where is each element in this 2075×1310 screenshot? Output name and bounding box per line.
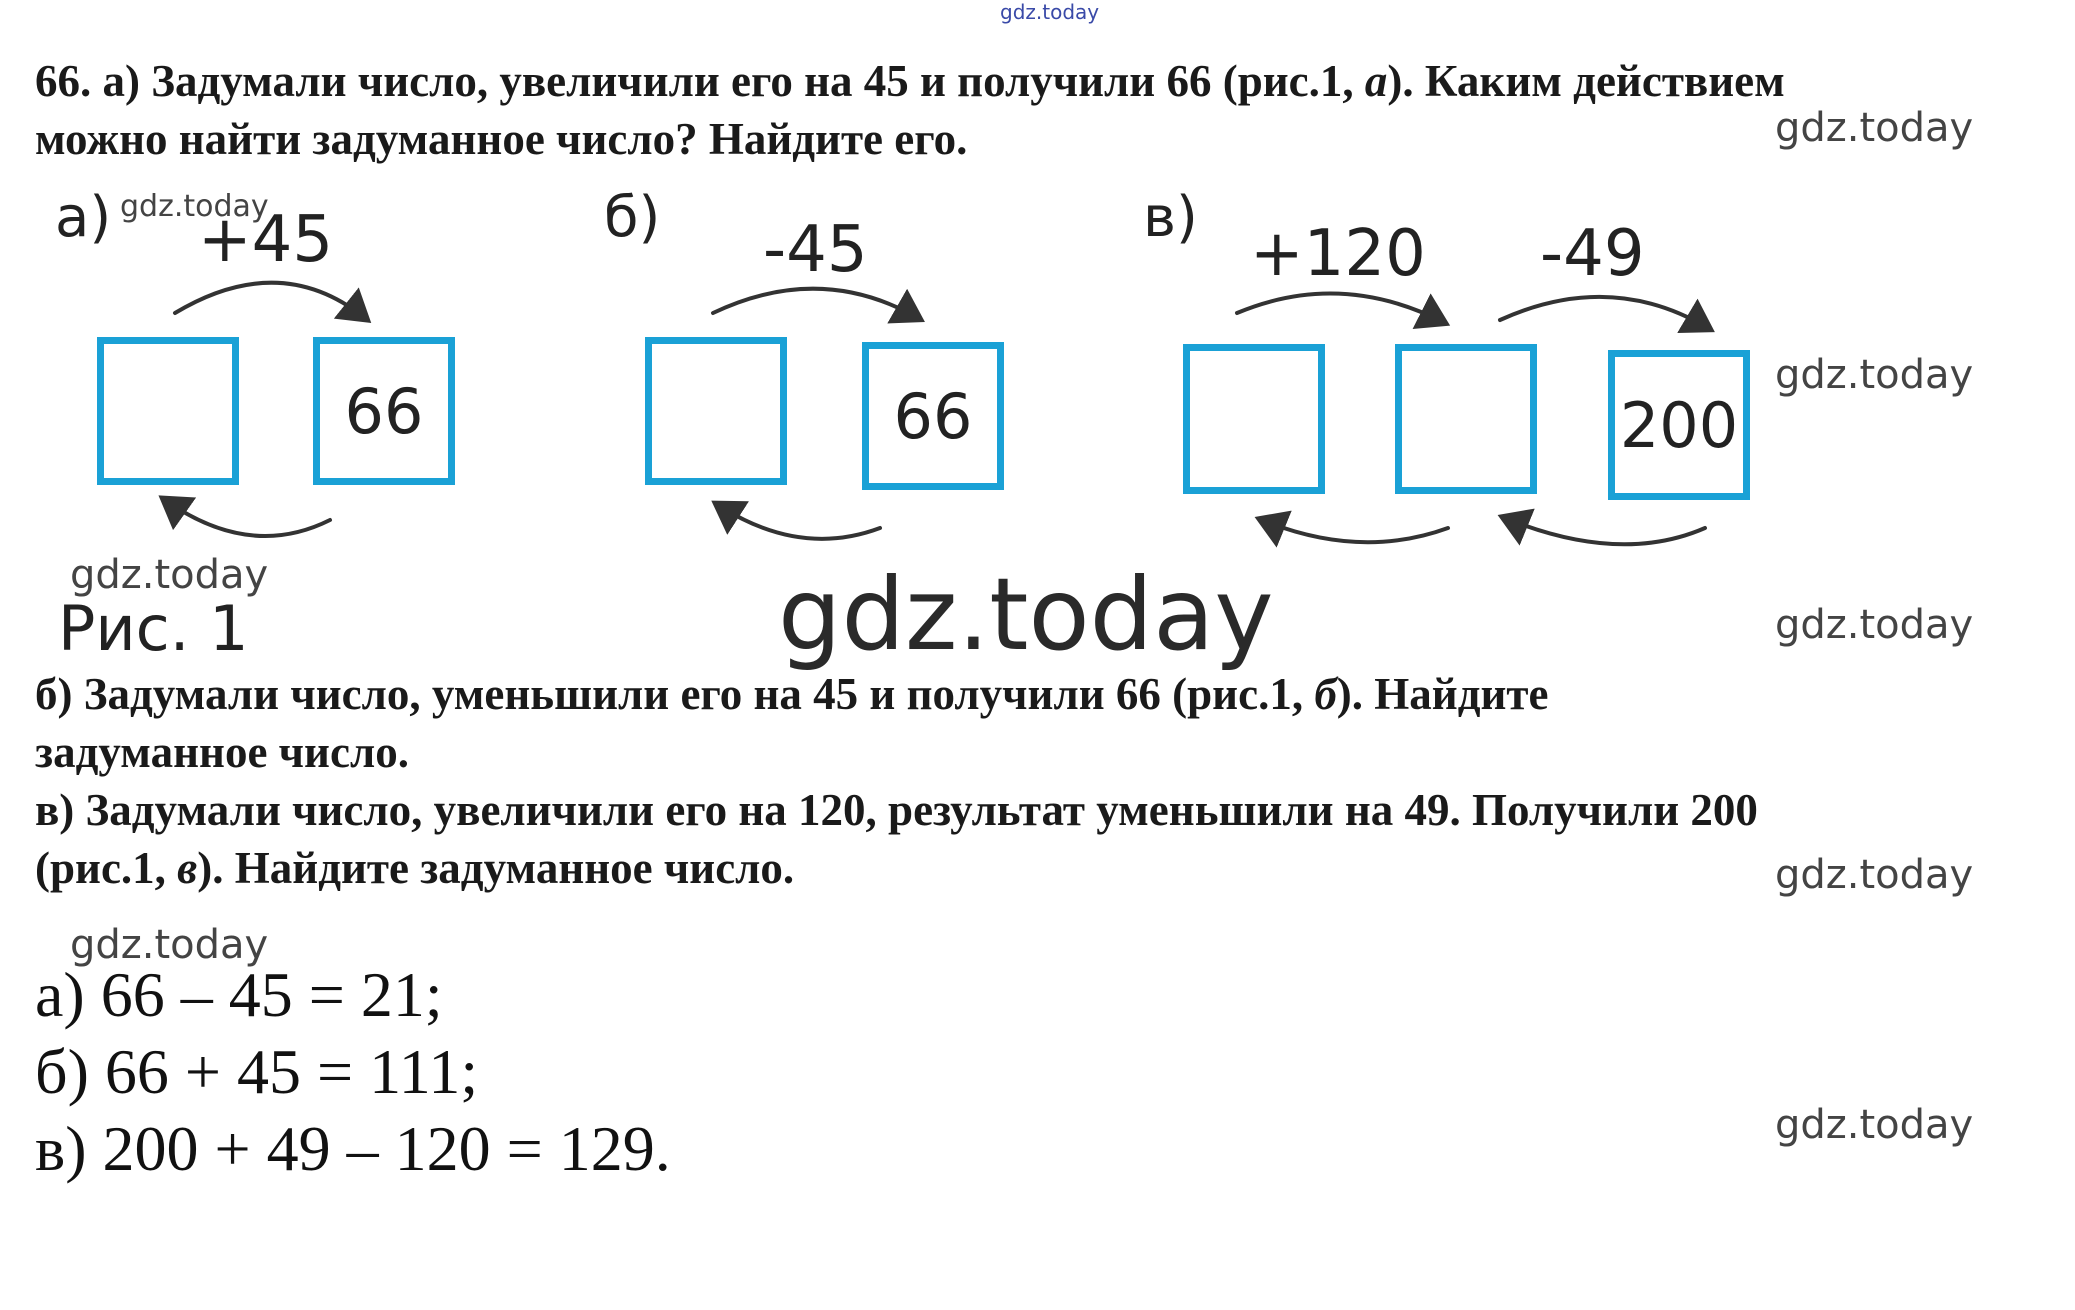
figure-b-label: б) — [604, 185, 661, 250]
watermark: gdz.today — [1775, 352, 1974, 398]
watermark: gdz.today — [70, 552, 269, 598]
task-b-text — [35, 665, 2015, 781]
arrow-c1-forward — [1237, 294, 1443, 322]
task-b-line2: задуманное число. — [35, 727, 409, 777]
figure-a-box-result: 66 — [313, 337, 455, 485]
watermark: gdz.today — [1775, 105, 1974, 151]
watermark: gdz.today — [120, 189, 269, 224]
arrow-c2-back — [1505, 518, 1705, 544]
task-c-line2-start: (рис.1, — [35, 843, 178, 893]
task-b-line1-start: б) Задумали число, уменьшили его на 45 и получили 66 (рис.1, — [35, 669, 1315, 719]
task-c-text — [35, 781, 2015, 897]
figure-b-box-result: 66 — [862, 342, 1004, 490]
figure-c-operation-2: -49 — [1540, 217, 1645, 291]
header-watermark: gdz.today — [1000, 0, 1100, 24]
answer-b: б) 66 + 45 = 111; — [35, 1036, 479, 1107]
figure-caption: Рис. 1 — [58, 592, 249, 665]
answer-c: в) 200 + 49 – 120 = 129. — [35, 1113, 671, 1184]
task-a-line1-start: 66. а) Задумали число, увеличили его на 45 и получили 66 (рис.1, — [35, 56, 1365, 106]
arrow-a-forward — [175, 283, 365, 318]
task-a-fig-ref: а — [1364, 56, 1388, 106]
figure-a-label: а) — [55, 185, 112, 250]
arrow-b-forward — [713, 289, 918, 318]
task-c-fig-ref: в — [177, 843, 198, 893]
watermark-large: gdz.today — [778, 556, 1274, 673]
watermark: gdz.today — [1775, 1102, 1974, 1148]
task-b-line1-end: ). Найдите — [1336, 669, 1549, 719]
arrow-b-back — [718, 505, 880, 539]
figure-c-operation-1: +120 — [1250, 217, 1426, 291]
task-b-fig-ref: б — [1314, 669, 1337, 719]
answer-a: а) 66 – 45 = 21; — [35, 959, 443, 1030]
arrow-c2-forward — [1500, 297, 1708, 328]
task-c-line1: в) Задумали число, увеличили его на 120, результат уменьшили на 49. Получили 200 — [35, 785, 1758, 835]
watermark: gdz.today — [1775, 852, 1974, 898]
task-a-line2: можно найти задуманное число? Найдите его. — [35, 114, 968, 164]
figure-c-box-result: 200 — [1608, 350, 1750, 500]
task-c-line2-end: ). Найдите задуманное число. — [197, 843, 795, 893]
arrow-a-back — [165, 500, 330, 536]
watermark: gdz.today — [1775, 602, 1974, 648]
figure-b-operation: -45 — [763, 213, 868, 287]
figure-c-label: в) — [1143, 185, 1198, 250]
watermark: gdz.today — [70, 922, 269, 968]
task-a-line1-end: ). Каким действием — [1387, 56, 1785, 106]
figure-a-operation: +45 — [198, 203, 334, 277]
arrow-c1-back — [1262, 520, 1448, 542]
